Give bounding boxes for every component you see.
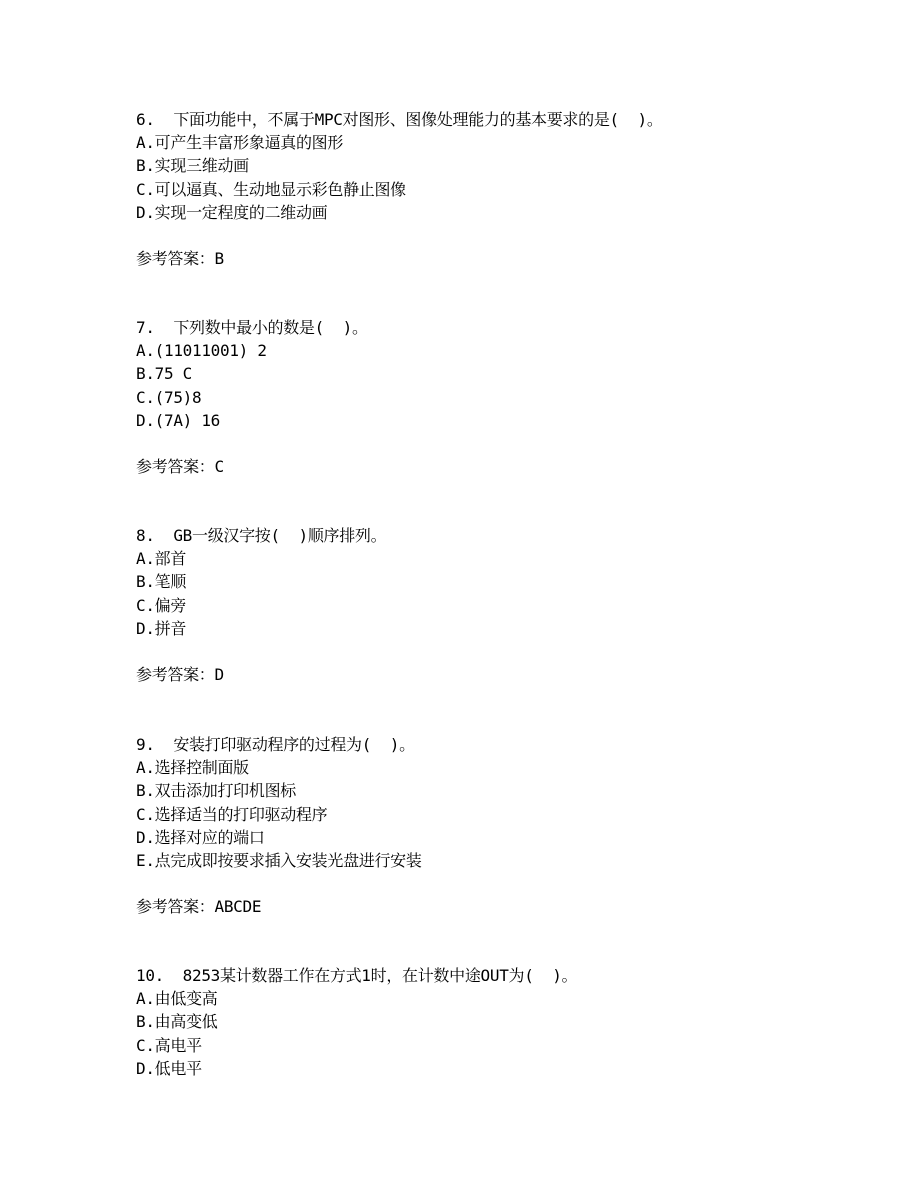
answer-label: 参考答案： xyxy=(136,664,215,684)
option-a: A.由低变高 xyxy=(136,989,218,1009)
question-stem: 10. 8253某计数器工作在方式1时，在计数中途OUT为( )。 xyxy=(136,966,578,985)
option-d: D.实现一定程度的二维动画 xyxy=(136,202,328,222)
answer-line xyxy=(136,663,876,686)
question-10 xyxy=(136,964,876,1080)
answer-value: C xyxy=(214,456,224,476)
option-e: E.点完成即按要求插入安装光盘进行安装 xyxy=(136,850,422,870)
question-stem: 6. 下面功能中，不属于MPC对图形、图像处理能力的基本要求的是( )。 xyxy=(136,110,663,129)
option-c: C.选择适当的打印驱动程序 xyxy=(136,804,328,824)
answer-label: 参考答案： xyxy=(136,248,215,268)
question-9 xyxy=(136,733,876,918)
option-b: B.由高变低 xyxy=(136,1012,218,1032)
option-c: C.高电平 xyxy=(136,1035,202,1055)
option-a: A.可产生丰富形象逼真的图形 xyxy=(136,133,344,153)
option-b: B.75 C xyxy=(136,364,192,384)
answer-line xyxy=(136,455,876,478)
option-a: A.选择控制面版 xyxy=(136,758,249,778)
answer-value: D xyxy=(214,664,224,684)
question-stem: 8. GB一级汉字按( )顺序排列。 xyxy=(136,526,387,545)
question-stem: 7. 下列数中最小的数是( )。 xyxy=(136,318,368,337)
option-d: D.选择对应的端口 xyxy=(136,827,265,847)
answer-value: B xyxy=(214,248,224,268)
answer-line xyxy=(136,247,876,270)
question-6 xyxy=(136,108,876,270)
question-7 xyxy=(136,316,876,478)
question-stem: 9. 安装打印驱动程序的过程为( )。 xyxy=(136,735,415,754)
option-d: D.低电平 xyxy=(136,1058,202,1078)
answer-line xyxy=(136,895,876,918)
option-c: C.偏旁 xyxy=(136,595,187,615)
option-a: A.部首 xyxy=(136,549,187,569)
answer-label: 参考答案： xyxy=(136,456,215,476)
option-b: B.双击添加打印机图标 xyxy=(136,781,296,801)
option-d: D.拼音 xyxy=(136,618,187,638)
answer-label: 参考答案： xyxy=(136,897,215,917)
option-d: D.(7A) 16 xyxy=(136,410,220,430)
option-a: A.(11011001) 2 xyxy=(136,341,267,361)
option-b: B.笔顺 xyxy=(136,572,187,592)
option-b: B.实现三维动画 xyxy=(136,156,249,176)
option-c: C.可以逼真、生动地显示彩色静止图像 xyxy=(136,179,406,199)
option-c: C.(75)8 xyxy=(136,387,202,407)
question-8 xyxy=(136,524,876,686)
answer-value: ABCDE xyxy=(214,897,262,917)
